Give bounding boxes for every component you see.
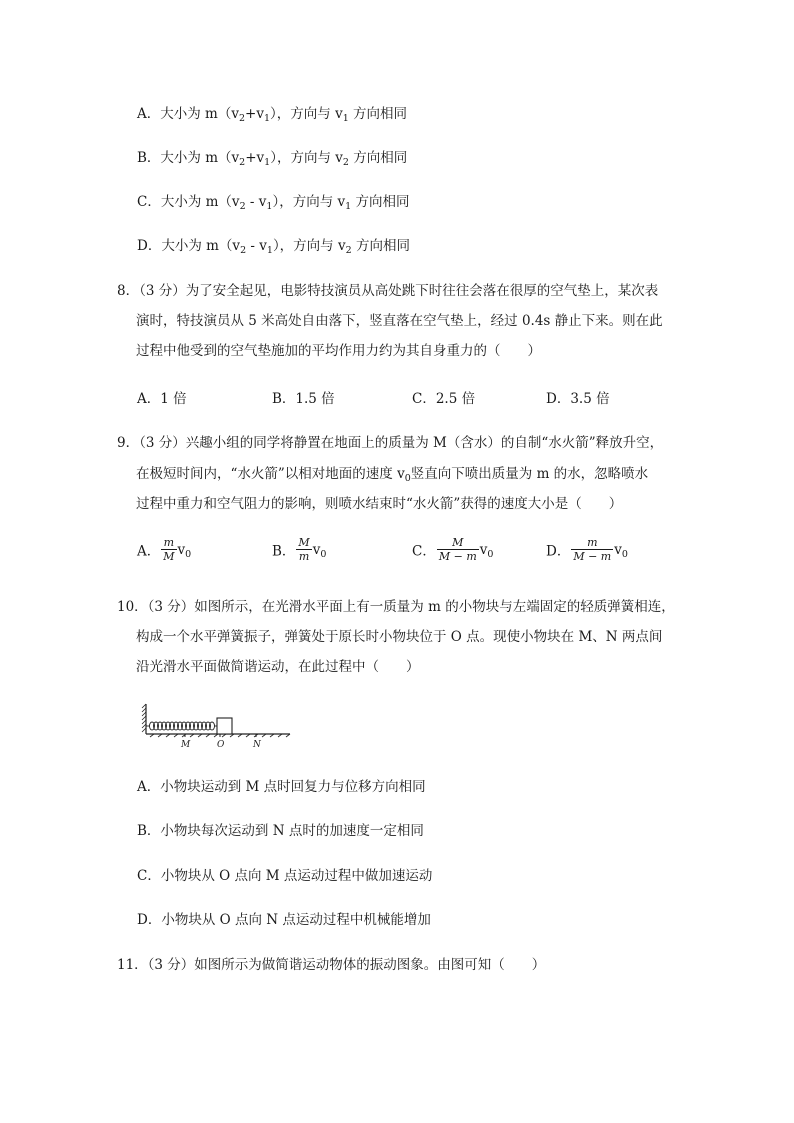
q9-option-b: B． $\frac{M}{m}$ $v_0$ <box>272 536 327 563</box>
q9-option-c: C． $\frac{M}{M - m}$ $v_0$ <box>412 536 494 563</box>
q9-option-d: D． $\frac{m}{M - m}$ $v_0$ <box>546 536 628 563</box>
q10-stem-line1: 10．（3 分）如图所示，在光滑水平面上有一质量为 m 的小物块与左端固定的轻质弹簧相连， <box>117 599 675 615</box>
q9-stem-line3: 过程中重力和空气阻力的影响，则喷水结束时“水火箭”获得的速度大小是（ ） <box>136 496 623 512</box>
q10-option-d: D．小物块从 O 点向 N 点运动过程中机械能增加 <box>137 912 431 928</box>
q9-stem-line1: 9．（3 分）兴趣小组的同学将静置在地面上的质量为 M（含水）的自制“水火箭”释放升空， <box>117 435 664 451</box>
label-n: N <box>253 740 261 750</box>
q8-option-b: B．1.5 倍 <box>272 391 335 407</box>
wall-hatching <box>142 704 146 732</box>
q8-stem-line3: 过程中他受到的空气垫施加的平均作用力约为其自身重力的（ ） <box>136 343 541 359</box>
q10-stem-line3: 沿光滑水平面做简谐运动，在此过程中（ ） <box>136 659 420 675</box>
label-o: O <box>217 740 225 750</box>
q10-stem-line2: 构成一个水平弹簧振子，弹簧处于原长时小物块位于 O 点。现使小物块在 M、N 两点间 <box>136 629 663 645</box>
q7-option-c: C．大小为 $m(v_2 - v_1)$，方向与 $v_1$ 方向相同 <box>137 194 410 212</box>
q10-option-a: A．小物块运动到 M 点时回复力与位移方向相同 <box>137 779 426 795</box>
q8-option-d: D．3.5 倍 <box>546 391 610 407</box>
spring-coils <box>146 722 217 730</box>
q11-stem-line1: 11．（3 分）如图所示为做简谐运动物体的振动图象。由图可知（ ） <box>117 957 546 973</box>
q8-stem-line2: 演时，特技演员从 5 米高处自由落下，竖直落在空气垫上，经过 0.4s 静止下来。则在此 <box>136 313 663 329</box>
q8-option-c: C．2.5 倍 <box>412 391 476 407</box>
q7-option-a: A．大小为 $m(v_2+v_1)$，方向与 $v_1$ 方向相同 <box>137 106 408 124</box>
q8-stem-line1: 8．（3 分）为了安全起见，电影特技演员从高处跳下时往往会落在很厚的空气垫上，某次表 <box>117 283 659 299</box>
spring-oscillator-figure <box>140 700 295 752</box>
label-m: M <box>181 740 191 750</box>
block <box>217 718 232 734</box>
q9-stem-line2: 在极短时间内，“水火箭”以相对地面的速度 $v_0$竖直向下喷出质量为 m 的水，忽略喷水 <box>136 466 649 484</box>
q7-option-b: B．大小为 $m(v_2+v_1)$，方向与 $v_2$ 方向相同 <box>137 150 408 168</box>
q10-option-b: B．小物块每次运动到 N 点时的加速度一定相同 <box>137 823 424 839</box>
q7-option-d: D．大小为 $m(v_2 - v_1)$，方向与 $v_2$ 方向相同 <box>137 238 410 256</box>
q9-option-a: A． $\frac{m}{M}$ $v_0$ <box>137 536 192 563</box>
q8-option-a: A．1 倍 <box>137 391 187 407</box>
q10-option-c: C．小物块从 O 点向 M 点运动过程中做加速运动 <box>137 868 433 884</box>
